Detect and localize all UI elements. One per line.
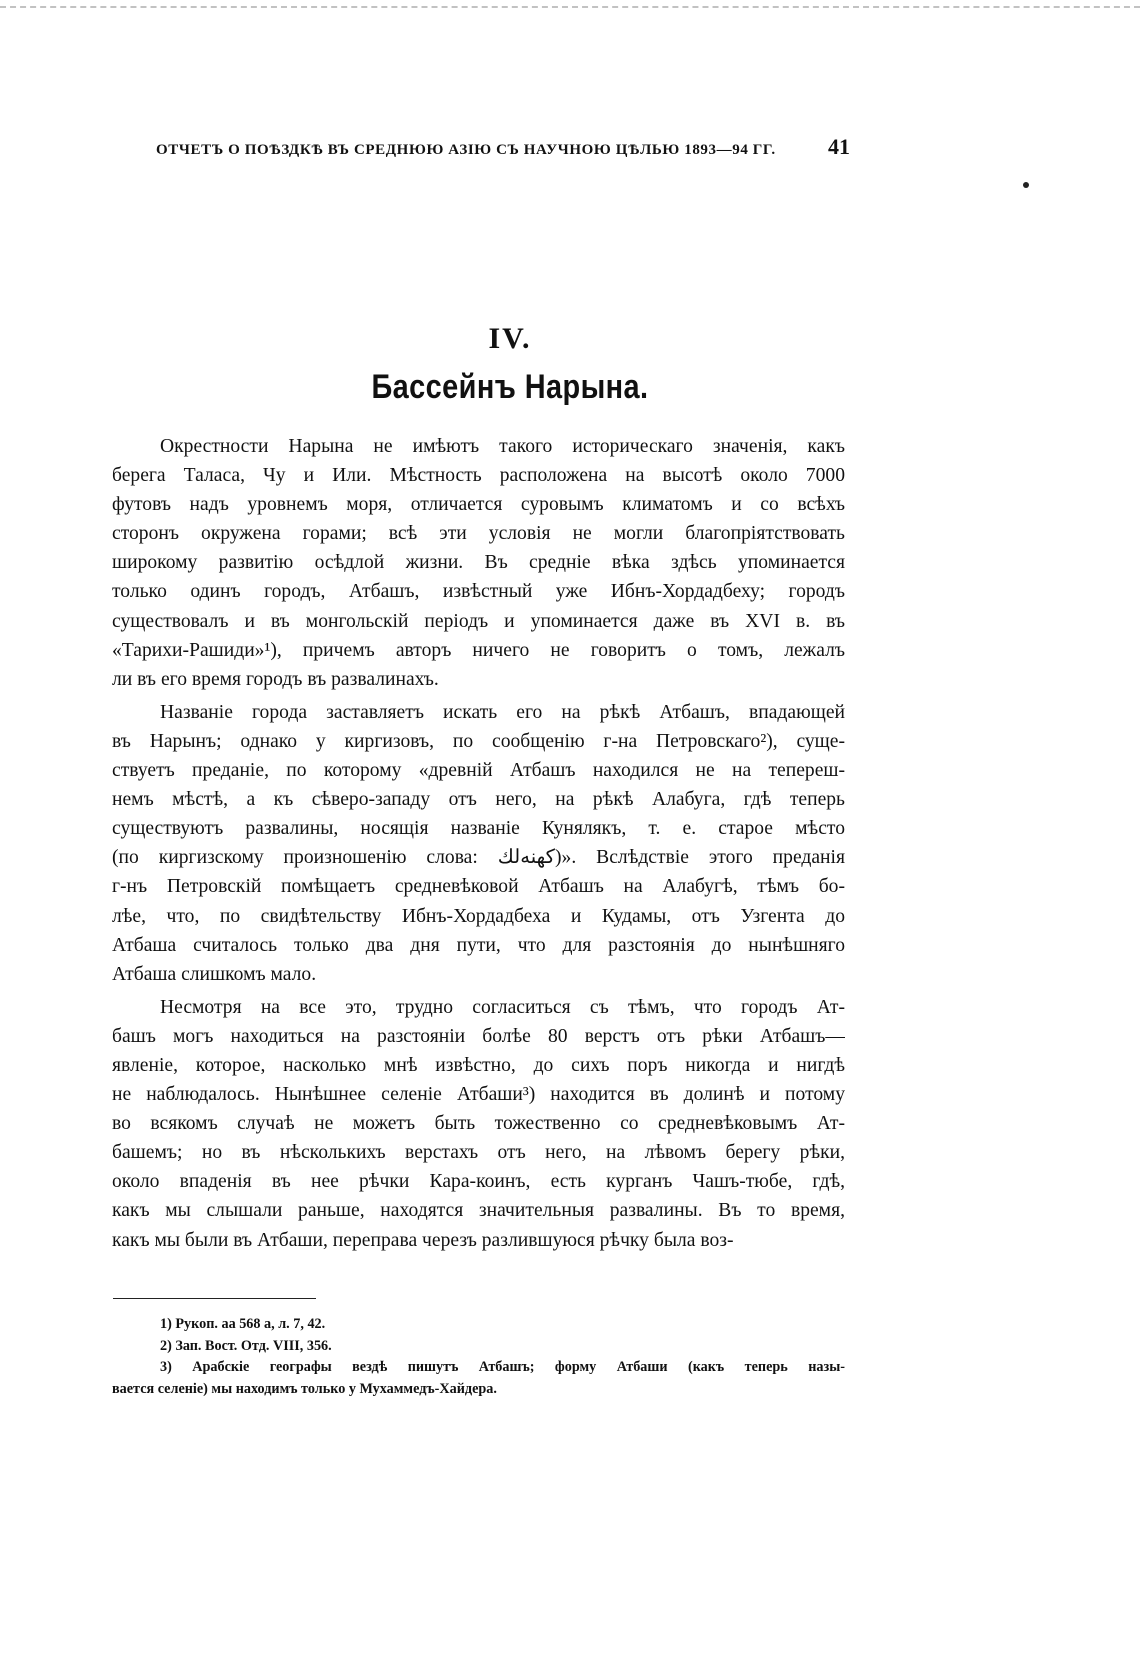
text-line: футовъ надъ уровнемъ моря, отличается суровымъ климатомъ и со всѣхъ [112,494,845,516]
footnote-continuation: вается селеніе) мы находимъ только у Мухаммедъ-Хайдера. [112,1380,497,1397]
text-line: не наблюдалось. Нынѣшнее селеніе Атбаши³) находится въ долинѣ и потому [112,1084,845,1106]
text-line: г-нъ Петровскій помѣщаетъ средневѣковой Атбашъ на Алабугѣ, тѣмъ бо- [112,876,845,898]
text-line: ствуетъ преданіе, по которому «древній Атбашъ находился не на тепереш- [112,760,845,782]
footnote: 1) Рукоп. аа 568 а, л. 7, 42. [160,1316,326,1332]
text-line: ли въ его время городъ въ развалинахъ. [112,668,439,690]
text-line: въ Нарынъ; однако у киргизовъ, по сообщенію г-на Петровскаго²), суще- [112,730,845,752]
text-line: башемъ; но въ нѣсколькихъ верстахъ отъ него, на лѣвомъ берегу рѣки, [112,1142,845,1164]
section-numeral: IV. [488,322,532,355]
body-text [112,432,845,1259]
footnotes [112,1314,845,1400]
text-line: лѣе, что, по свидѣтельству Ибнъ-Хордадбеха и Кудамы, отъ Узгента до [112,905,845,927]
text-line: существовалъ и въ монгольскій періодъ и упоминается даже въ XVI в. въ [112,610,845,632]
text-line: Атбаша слишкомъ мало. [112,963,317,985]
text-line: какъ мы были въ Атбаши, переправа черезъ разлившуюся рѣчку была воз- [112,1229,734,1251]
text-line: башъ могъ находиться на разстояніи болѣе 80 верстъ отъ рѣки Атбашъ— [112,1025,845,1047]
text-line: широкому развитію осѣдлой жизни. Въ средніе вѣка здѣсь упоминается [112,552,845,574]
text-line: немъ мѣстѣ, а къ сѣверо-западу отъ него, на рѣкѣ Алабуга, гдѣ теперь [112,789,845,811]
text-line: явленіе, которое, насколько мнѣ извѣстно, до сихъ поръ никогда и нигдѣ [112,1054,845,1076]
scan-speck [1023,182,1029,188]
text-line: во всякомъ случаѣ не можетъ быть тожественно со средневѣковымъ Ат- [112,1113,845,1135]
text-line: Окрестности Нарына не имѣютъ такого историческаго значенія, какъ [160,436,845,457]
text-line: Названіе города заставляетъ искать его на рѣкѣ Атбашъ, впадающей [160,701,845,723]
paragraph-2 [112,698,845,989]
footnote-rule [113,1298,316,1299]
text-line: Атбаша считалось только два дня пути, что для разстоянія до нынѣшняго [112,934,845,956]
scan-top-edge [0,6,1140,8]
page-number: 41 [828,134,850,159]
footnote: 2) Зап. Вост. Отд. VIII, 356. [160,1337,332,1354]
text-line: только одинъ городъ, Атбашъ, извѣстный уже Ибнъ-Хордадбеху; городъ [112,581,845,603]
paragraph-1 [112,432,845,694]
text-line: «Тарихи-Рашиди»¹), причемъ авторъ ничего не говоритъ о томъ, лежалъ [112,639,845,661]
text-line: около впаденія въ нее рѣчки Кара-коинъ, есть курганъ Чашъ-тюбе, гдѣ, [112,1171,845,1193]
section-title: Бассейнъ Нарына. [371,368,649,406]
text-line: Несмотря на все это, трудно согласиться съ тѣмъ, что городъ Ат- [160,996,845,1018]
text-line: какъ мы слышали раньше, находятся значительныя развалины. Въ то время, [112,1200,845,1222]
footnote: 3) Арабскіе географы вездѣ пишутъ Атбашъ; форму Атбаши (какъ теперь назы- [160,1359,845,1375]
text-line: сторонъ окружена горами; всѣ эти условія не могли благопріятствовать [112,523,845,545]
running-head: ОТЧЕТЪ О ПОѢЗДКѢ ВЪ СРЕДНЮЮ АЗІЮ СЪ НАУЧНОЮ ЦѢЛЬЮ 1893—94 ГГ. [156,142,776,158]
text-line: существуютъ развалины, носящія названіе Кунялякъ, т. е. старое мѣсто [112,818,845,840]
paragraph-3 [112,993,845,1255]
text-line: берега Таласа, Чу и Или. Мѣстность расположена на высотѣ около 7000 [112,465,845,487]
text-line: (по киргизскому произношенію слова: كهنه‌لك)». Вслѣдствіе этого преданія [112,847,845,869]
page-header [150,134,850,170]
